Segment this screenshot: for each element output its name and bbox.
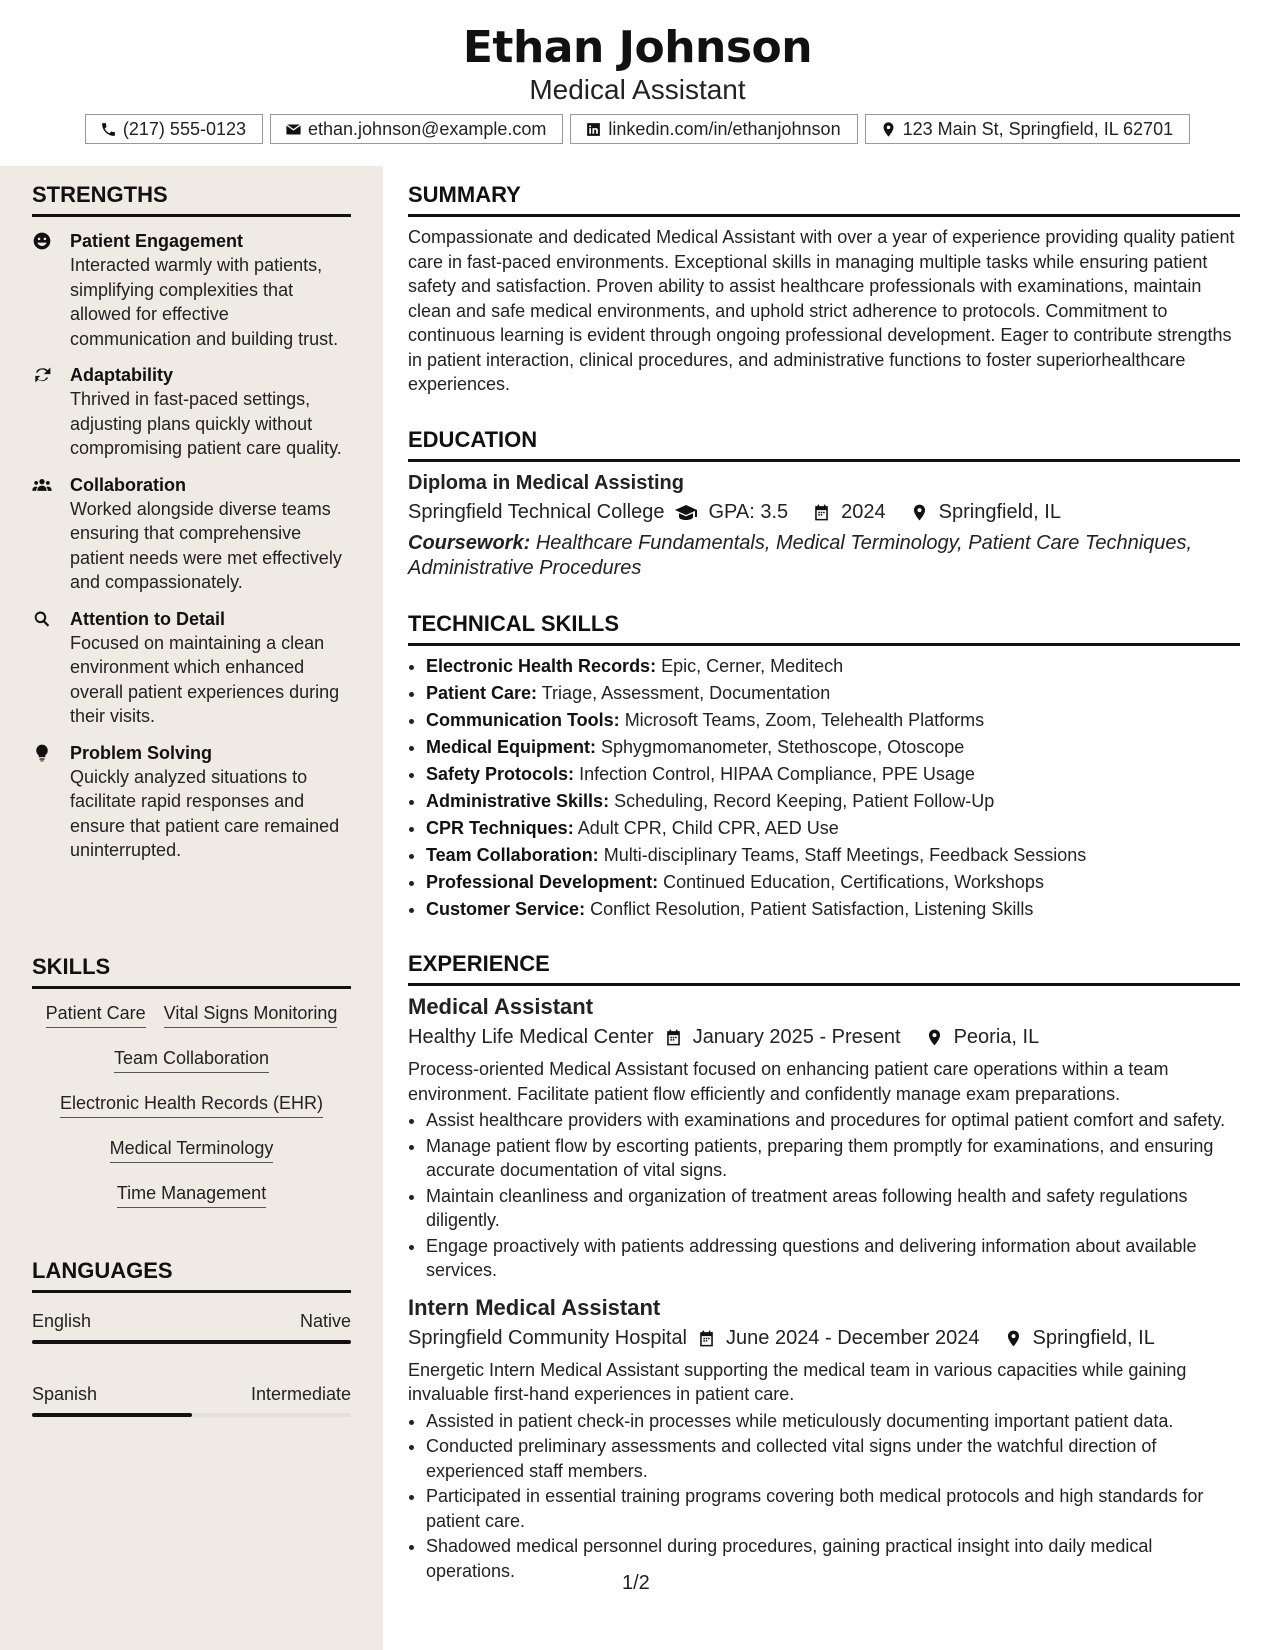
list-item: [426, 897, 1240, 922]
job-summary: Process-oriented Medical Assistant focused on enhancing patient care operations within a team environment. Facilitate patient flow efficiently and confidently manage exam preparations.: [408, 1059, 1169, 1104]
strength-title: Patient Engagement: [70, 231, 244, 251]
job-dates: June 2024 - December 2024: [726, 1326, 980, 1349]
education-title: EDUCATION: [408, 411, 1240, 462]
job-entry: [408, 1295, 1240, 1584]
address-text: 123 Main St, Springfield, IL 62701: [902, 118, 1174, 139]
experience-title: EXPERIENCE: [408, 935, 1240, 986]
skill-value: Sphygmomanometer, Stethoscope, Otoscope: [601, 736, 965, 757]
skill-value: Continued Education, Certifications, Workshops: [663, 871, 1044, 892]
skill-value: Epic, Cerner, Meditech: [661, 655, 844, 676]
strength-desc: Interacted warmly with patients, simplifying complexities that allowed for effective communication and building trust.: [70, 255, 339, 349]
strength-desc: Focused on maintaining a clean environment which enhanced overall patient experiences during their visits.: [70, 632, 340, 726]
technical-skills-title: TECHNICAL SKILLS: [408, 595, 1240, 646]
skill-label: CPR Techniques:: [426, 817, 574, 838]
experience-section: [408, 935, 1240, 1583]
users-icon: [32, 475, 52, 495]
language-level: Intermediate: [250, 1384, 351, 1404]
skill-tag: Patient Care: [46, 1003, 146, 1028]
language-item: [32, 1384, 351, 1417]
strength-item: [32, 741, 351, 863]
list-item: • Shadowed medical personnel during procedures, gaining practical insight into daily medical operations.: [426, 1534, 1240, 1583]
strength-title: Problem Solving: [70, 742, 213, 763]
list-item: [426, 789, 1240, 814]
language-bar: [32, 1413, 351, 1417]
skill-label: Safety Protocols:: [426, 763, 575, 784]
candidate-name: Ethan Johnson: [462, 22, 813, 73]
skills-section: [32, 954, 351, 1208]
list-item: • Assist healthcare providers with examinations and procedures for optimal patient comfort and safety.: [426, 1108, 1240, 1133]
language-level: Native: [299, 1311, 351, 1331]
job-bullets: [408, 1409, 1240, 1584]
job-bullets: [408, 1108, 1240, 1283]
skill-label: Team Collaboration:: [426, 844, 599, 865]
skill-value: Triage, Assessment, Documentation: [541, 682, 831, 703]
map-pin-icon: [925, 1028, 944, 1047]
map-pin-icon: [910, 503, 929, 522]
search-icon: [32, 609, 52, 629]
skill-tag: Vital Signs Monitoring: [164, 1003, 338, 1028]
skill-tag: Time Management: [117, 1183, 266, 1208]
company-name: Springfield Community Hospital: [408, 1326, 688, 1349]
list-item: [426, 708, 1240, 733]
company-name: Healthy Life Medical Center: [408, 1026, 654, 1048]
contact-bar: [0, 114, 1275, 144]
strength-item: [32, 473, 351, 595]
list-item: [426, 762, 1240, 787]
map-pin-icon: [880, 121, 897, 138]
list-item: • Manage patient flow by escorting patients, preparing them promptly for examinations, and ensuring accurate documentation of vital signs.: [426, 1134, 1240, 1183]
coursework: [408, 531, 1240, 581]
list-item: • Assisted in patient check-in processes while meticulously documenting important patient data.: [426, 1409, 1240, 1434]
skill-value: Multi-disciplinary Teams, Staff Meetings, Feedback Sessions: [603, 844, 1087, 865]
strength-title: Collaboration: [70, 474, 186, 495]
calendar-icon: [664, 1028, 683, 1047]
graduation-year: 2024: [841, 501, 886, 523]
list-item: • Maintain cleanliness and organization of treatment areas following health and safety regulations diligently.: [426, 1184, 1240, 1233]
skill-label: Professional Development:: [426, 871, 659, 892]
education-section: [408, 411, 1240, 581]
linkedin-icon: [585, 121, 602, 138]
skill-label: Patient Care:: [426, 682, 538, 703]
list-item: • Engage proactively with patients addressing questions and delivering information about available services.: [426, 1234, 1240, 1283]
languages-section: [32, 1258, 351, 1417]
phone-text: (217) 555-0123: [122, 118, 246, 139]
job-title: Medical Assistant: [408, 994, 594, 1019]
lightbulb-icon: [32, 743, 52, 763]
job-meta: [408, 1026, 1240, 1049]
page-number: 1/2: [622, 1572, 650, 1594]
skill-tag: Team Collaboration: [114, 1048, 269, 1073]
job-meta: [408, 1327, 1240, 1350]
graduation-cap-icon: [674, 501, 698, 525]
skill-label: Medical Equipment:: [426, 736, 597, 757]
job-location: Peoria, IL: [953, 1026, 1040, 1048]
strength-desc: Worked alongside diverse teams ensuring that comprehensive patient needs were met effectively and compassionately.: [70, 498, 342, 592]
skill-label: Electronic Health Records:: [426, 655, 657, 676]
coursework-label: Coursework:: [408, 531, 531, 554]
technical-skills-list: [408, 654, 1240, 922]
calendar-icon: [697, 1329, 716, 1348]
strength-item: [32, 607, 351, 729]
strengths-section: [32, 182, 351, 863]
list-item: [426, 843, 1240, 868]
summary-text: Compassionate and dedicated Medical Assistant with over a year of experience providing quality patient care in fast-paced environments. Exceptional skills in managing multiple tasks while ensuring patient safety and satisfaction. Proven ability to assist healthcare professionals with examinations, maintain clean and safe medical environments, and uphold strict adherence to protocols. Commitment to continuous learning is evident through ongoing professional development. Eager to contribute strengths in patient interaction, clinical procedures, and administrative functions to foster superiorhealthcare experiences.: [408, 227, 1235, 394]
skill-value: Infection Control, HIPAA Compliance, PPE Usage: [579, 763, 975, 784]
list-item: [426, 735, 1240, 760]
linkedin-text: linkedin.com/in/ethanjohnson: [608, 118, 841, 139]
job-summary: Energetic Intern Medical Assistant supporting the medical team in various capacities while gaining invaluable first-hand experiences in patient care.: [408, 1359, 1187, 1404]
skill-value: Adult CPR, Child CPR, AED Use: [577, 817, 839, 838]
skill-value: Scheduling, Record Keeping, Patient Follow-Up: [614, 790, 995, 811]
list-item: • Participated in essential training programs covering both medical protocols and high standards for patient care.: [426, 1484, 1240, 1533]
skill-label: Administrative Skills:: [426, 790, 610, 811]
language-item: [32, 1311, 351, 1344]
sidebar: [0, 166, 383, 1650]
language-bar-fill: [32, 1413, 192, 1417]
skill-tag: Medical Terminology: [110, 1138, 274, 1163]
job-dates: January 2025 - Present: [692, 1026, 901, 1048]
job-location: Springfield, IL: [1032, 1326, 1155, 1349]
skill-value: Microsoft Teams, Zoom, Telehealth Platforms: [624, 709, 985, 730]
list-item: [426, 681, 1240, 706]
coursework-list: Healthcare Fundamentals, Medical Terminology, Patient Care Techniques, Administrative Procedures: [408, 531, 1193, 579]
calendar-icon: [812, 503, 831, 522]
language-name: English: [32, 1311, 92, 1331]
job-title: Intern Medical Assistant: [408, 1294, 661, 1320]
strength-item: [32, 363, 351, 461]
resume-header: [0, 0, 1275, 166]
main-content: [408, 166, 1240, 1597]
contact-address[interactable]: [865, 114, 1191, 144]
gpa-text: GPA: 3.5: [708, 501, 789, 523]
job-entry: [408, 994, 1240, 1283]
degree-title: Diploma in Medical Assisting: [408, 471, 684, 494]
strength-title: Adaptability: [70, 365, 174, 385]
strength-title: Attention to Detail: [70, 608, 225, 629]
skill-tag: Electronic Health Records (EHR): [60, 1093, 323, 1118]
strength-item: [32, 229, 351, 351]
skills-title: SKILLS: [32, 954, 351, 989]
school-name: Springfield Technical College: [408, 501, 665, 523]
education-meta: [408, 501, 1240, 525]
school-location: Springfield, IL: [938, 501, 1061, 523]
contact-email[interactable]: [270, 114, 563, 144]
email-text: ethan.johnson@example.com: [308, 118, 547, 139]
language-bar: [32, 1340, 351, 1344]
summary-title: SUMMARY: [408, 166, 1240, 217]
technical-skills-section: [408, 595, 1240, 922]
skills-tags: [32, 1003, 351, 1208]
strengths-title: STRENGTHS: [32, 182, 351, 217]
language-name: Spanish: [32, 1384, 98, 1404]
phone-icon: [100, 121, 117, 138]
contact-linkedin[interactable]: [570, 114, 857, 144]
sync-icon: [32, 365, 52, 385]
candidate-role: Medical Assistant: [529, 74, 746, 105]
envelope-icon: [285, 121, 302, 138]
skill-label: Communication Tools:: [426, 709, 620, 730]
map-pin-icon: [1004, 1329, 1023, 1348]
skill-value: Conflict Resolution, Patient Satisfaction, Listening Skills: [590, 898, 1034, 919]
language-bar-fill: [32, 1340, 351, 1344]
list-item: [426, 654, 1240, 679]
list-item: [426, 870, 1240, 895]
contact-phone[interactable]: [85, 114, 263, 144]
languages-title: LANGUAGES: [32, 1258, 351, 1293]
list-item: • Conducted preliminary assessments and collected vital signs under the watchful direction of experienced staff members.: [426, 1434, 1240, 1483]
summary-section: [408, 166, 1240, 397]
strength-desc: Quickly analyzed situations to facilitate rapid responses and ensure that patient care remained uninterrupted.: [70, 766, 340, 860]
smile-icon: [32, 231, 52, 251]
skill-label: Customer Service:: [426, 898, 586, 919]
list-item: [426, 816, 1240, 841]
strength-desc: Thrived in fast-paced settings, adjusting plans quickly without compromising patient care quality.: [70, 389, 342, 458]
